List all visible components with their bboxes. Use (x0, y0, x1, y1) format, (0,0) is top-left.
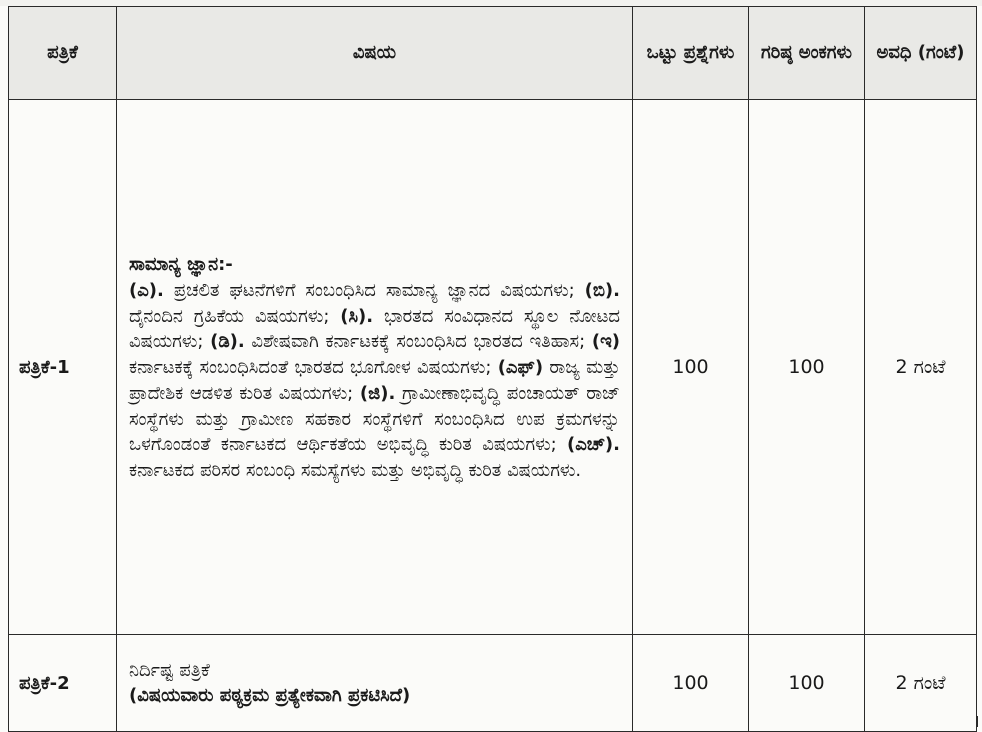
part-marker: (ಜಿ). (359, 382, 396, 404)
part-marker: (ಎ). (129, 279, 164, 301)
paper-name: ಪತ್ರಿಕೆ-1 (9, 100, 117, 635)
header-paper: ಪತ್ರಿಕೆ (9, 7, 117, 100)
part-text: ರಾಜ್ಯ ಮತ್ತು ಪ್ರಾದೇಶಿಕ ಆಡಳಿತ ಕುರಿತ ವಿಷಯಗಳು; (129, 357, 620, 404)
max-marks-value: 100 (749, 635, 865, 732)
part-text: ವಿಶೇಷವಾಗಿ ಕರ್ನಾಟಕಕ್ಕೆ ಸಂಬಂಧಿಸಿದ ಭಾರತದ ಇತಿಹಾಸ; (244, 331, 592, 353)
part-marker: (ಎಚ್). (567, 434, 620, 456)
duration-value: 2 ಗಂಟೆ (865, 100, 977, 635)
header-total-questions: ಒಟ್ಟು ಪ್ರಶ್ನೆಗಳು (633, 7, 749, 100)
table-header-row (9, 7, 977, 100)
paper-name: ಪತ್ರಿಕೆ-2 (9, 635, 117, 732)
part-marker: (ಎಫ್) (497, 357, 544, 379)
part-text: ಕರ್ನಾಟಕಕ್ಕೆ ಸಂಬಂಧಿಸಿದಂತೆ ಭಾರತದ ಭೂಗೋಳ ವಿಷಯಗಳು; (129, 357, 498, 379)
part-text: ದೈನಂದಿನ ಗ್ರಹಿಕೆಯ ವಿಷಯಗಳು; (129, 305, 341, 327)
header-duration: ಅವಧಿ (ಗಂಟೆ) (865, 7, 977, 100)
subject-title: ಸಾಮಾನ್ಯ ಜ್ಞಾನ:- (129, 254, 233, 276)
header-subject: ವಿಷಯ (117, 7, 633, 100)
total-questions-value: 100 (633, 100, 749, 635)
table-row (9, 100, 977, 635)
subject-note: (ವಿಷಯವಾರು ಪಠ್ಯಕ್ರಮ ಪ್ರತ್ಯೇಕವಾಗಿ ಪ್ರಕಟಿಸಿದೆ) (129, 685, 411, 706)
part-marker: (ಸಿ). (340, 305, 374, 327)
table-continuation-edge (8, 716, 978, 727)
part-marker: (ಇ) (591, 331, 620, 353)
part-text: ಕರ್ನಾಟಕದ ಪರಿಸರ ಸಂಬಂಧಿ ಸಮಸ್ಯೆಗಳು ಮತ್ತು ಅಭಿವೃದ್ಧಿ ಕುರಿತ ವಿಷಯಗಳು. (129, 460, 582, 482)
part-marker: (ಡಿ). (210, 331, 245, 353)
subject-title: ನಿರ್ದಿಷ್ಟ ಪತ್ರಿಕೆ (129, 660, 210, 682)
part-text: ಪ್ರಚಲಿತ ಘಟನೆಗಳಿಗೆ ಸಂಬಂಧಿಸಿದ ಸಾಮಾನ್ಯ ಜ್ಞಾನದ ವಿಷಯಗಳು; (163, 279, 585, 301)
syllabus-table (8, 6, 977, 732)
part-text: ಭಾರತದ ಸಂವಿಧಾನದ ಸ್ಥೂಲ ನೋಟದ ವಿಷಯಗಳು; (129, 305, 620, 353)
max-marks-value: 100 (749, 100, 865, 635)
part-marker: (ಬಿ). (584, 279, 620, 301)
header-max-marks: ಗರಿಷ್ಠ ಅಂಕಗಳು (749, 7, 865, 100)
subject-part (210, 331, 592, 352)
subject-part (129, 280, 585, 301)
total-questions-value: 100 (633, 635, 749, 732)
duration-value: 2 ಗಂಟೆ (865, 635, 977, 732)
part-text: ಗ್ರಾಮೀಣಾಭಿವೃದ್ಧಿ ಪಂಚಾಯತ್ ರಾಜ್ ಸಂಸ್ಥೆಗಳು ಮತ್ತು ಗ್ರಾಮೀಣ ಸಹಕಾರ ಸಂಸ್ಥೆಗಳಿಗೆ ಸಂಬಂಧಿಸಿದ ಉಪ ಕ್ರಮಗಳನ್ನು ಒಳಗೊಂಡಂತೆ ಕರ್ನಾಟಕದ ಆರ್ಥಿಕತೆಯ ಅಭಿವೃದ್ಧಿ ಕುರಿತ ವಿಷಯಗಳು; (129, 382, 620, 456)
subject-cell (117, 100, 633, 635)
